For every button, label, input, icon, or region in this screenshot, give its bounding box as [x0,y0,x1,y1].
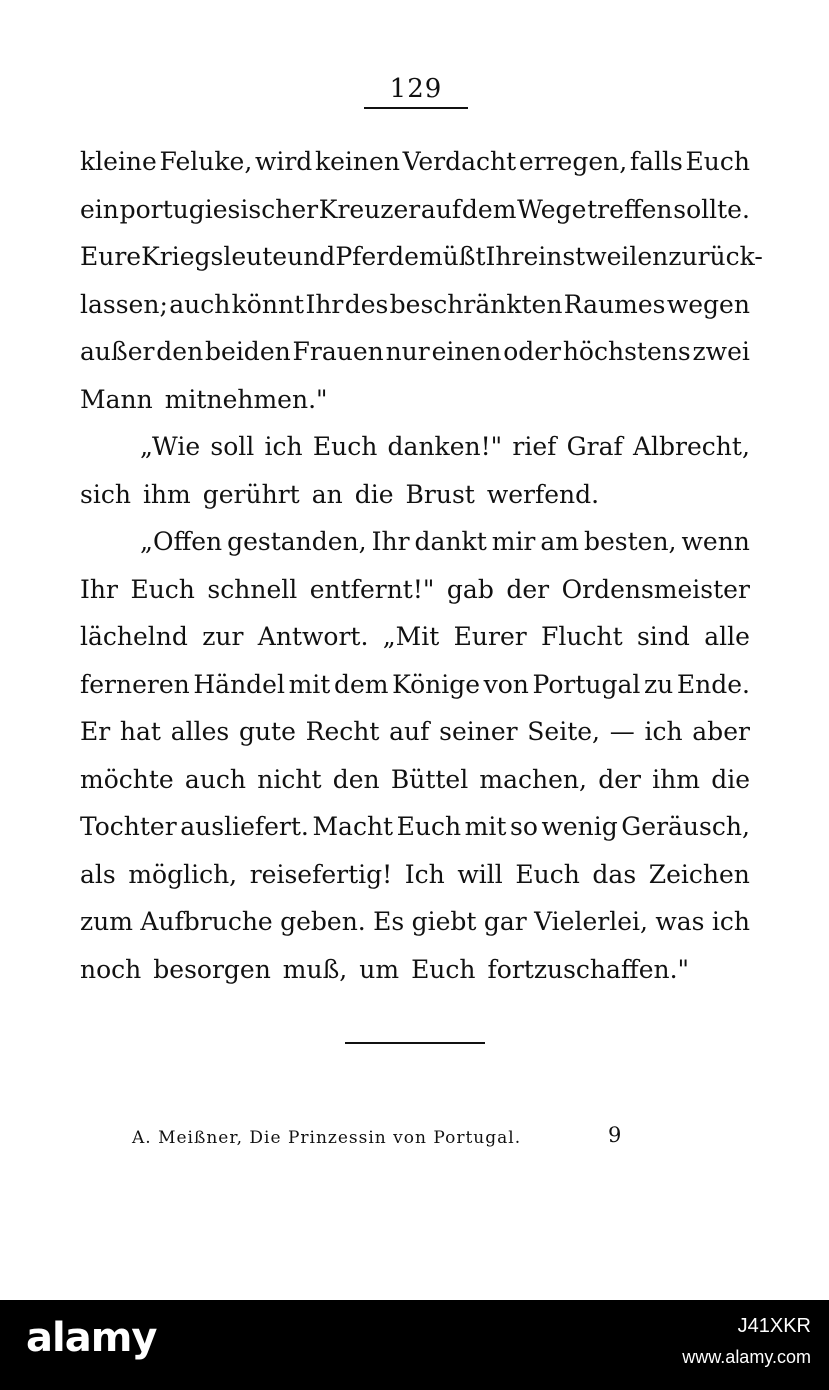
word: aber [692,717,750,746]
word: mit [288,669,331,699]
page-number: 129 [364,74,468,109]
word: wenn [681,527,750,556]
word: Händel [193,669,285,699]
watermark-url: www.alamy.com [682,1347,811,1367]
word: beiden [205,337,291,366]
word: nicht [257,764,322,794]
word: Euch [130,574,195,604]
word: zur [202,622,244,651]
word: wenig [541,812,618,841]
word: Euch [396,812,462,841]
word: noch [80,954,142,984]
word: sind [636,622,690,651]
word: ausliefert. [180,812,309,841]
word: Euch [685,147,750,176]
footer-signature-mark: 9 [608,1123,622,1147]
word: auch [169,289,231,319]
word: Ende. [676,669,750,699]
word: Ordensmeister [561,574,750,604]
text-line [80,423,750,471]
word: und [287,242,336,271]
text-line [80,186,750,234]
word: entfernt!" [309,574,435,604]
text-line [80,946,750,994]
word: Eure [80,242,142,271]
word: — [609,717,635,746]
word: Brust [405,479,475,509]
word: „Wie [140,432,201,461]
word: werfend. [486,479,600,509]
word: ein [80,194,119,224]
word: Kriegsleute [141,242,288,271]
text-line [80,566,750,614]
word: besorgen [153,954,271,984]
word: besten, [583,527,677,556]
word: lassen; [80,289,168,319]
word: Ihr [80,574,118,604]
text-line [80,138,750,186]
word: auf [389,717,430,746]
word: könnt [231,289,305,319]
word: Ihr [371,527,410,556]
word: möchte [80,764,174,794]
word: lächelnd [80,622,188,651]
word: der [598,764,641,794]
text-line [80,471,750,519]
word: außer [80,337,155,366]
word: „Mit [382,622,440,651]
word: Pferde [335,242,419,271]
word: seiner [439,717,518,746]
word: sich [80,479,131,509]
word: falls [629,147,683,176]
body-text [80,138,763,993]
word: mir [491,527,536,556]
word: alles [170,717,230,746]
word: einstweilen [523,242,669,271]
word: machen, [479,764,587,794]
word: erregen, [518,147,628,176]
word: Eurer [453,622,527,651]
word: auch [184,764,247,794]
word: um [359,954,400,984]
word: geben. [280,907,366,936]
word: hat [119,717,161,746]
word: Ihr [485,242,524,271]
text-line [80,613,750,661]
word: gute [238,717,296,746]
word: Tochter [80,812,177,841]
word: zu [644,669,674,699]
word: Portugal [532,669,641,699]
watermark-image-id: J41XKR [737,1315,811,1337]
text-line [80,708,750,756]
word: treffen [587,194,673,224]
word: ihm [652,764,700,794]
word: kleine [80,147,157,176]
word: Seite, [527,717,601,746]
text-line [80,851,750,899]
word: dem [333,669,389,699]
word: Zeichen [648,859,750,889]
word: keinen [314,147,400,176]
word: danken!" [387,432,503,461]
word: gar [483,907,527,936]
text-line [80,281,750,329]
word: das [592,859,637,889]
word: Euch [515,859,580,889]
word: den [156,337,204,366]
word: mitnehmen." [164,384,328,414]
word: „Offen [140,527,223,556]
word: zurück- [668,242,763,271]
word: Flucht [541,622,623,651]
word: fortzuschaffen." [487,954,690,984]
word: müßt [418,242,486,271]
word: schnell [207,574,298,604]
text-line [80,376,750,424]
section-divider [345,1042,485,1044]
watermark-banner [0,1300,829,1390]
text-line [80,756,750,804]
word: Albrecht, [633,432,750,461]
word: gerührt [202,479,300,509]
word: portugiesischer [119,194,319,224]
text-line [80,328,750,376]
text-line [80,661,750,709]
word: Ihr [305,289,344,319]
word: Es [373,907,405,936]
word: Graf [566,432,623,461]
word: Frauen [292,337,384,366]
word: nur [385,337,430,366]
word: wegen [666,289,750,319]
word: gab [446,574,494,604]
word: Er [80,717,111,746]
word: reisefertig! [249,859,393,889]
text-line [80,803,750,851]
word: möglich, [128,859,238,889]
word: Aufbruche [140,907,273,936]
word: zum [80,907,133,936]
word: dankt [414,527,487,556]
word: was [655,907,705,936]
text-line [80,898,750,946]
word: will [457,859,503,889]
word: den [332,764,380,794]
word: ich [264,432,303,461]
word: rief [512,432,557,461]
word: die [354,479,394,509]
word: des [344,289,389,319]
word: giebt [411,907,477,936]
word: Euch [411,954,476,984]
word: Raumes [563,289,666,319]
word: soll [210,432,255,461]
word: die [711,764,750,794]
word: ihm [142,479,191,509]
word: ferneren [80,669,190,699]
word: Vielerlei, [534,907,648,936]
word: zwei [692,337,750,366]
word: beschränkten [389,289,563,319]
word: Mann [80,384,153,414]
word: auf [420,194,462,224]
word: muß, [282,954,348,984]
word: Geräusch, [621,812,750,841]
word: als [80,859,116,889]
word: Kreuzer [318,194,421,224]
word: so [509,812,538,841]
word: an [311,479,343,509]
word: Recht [305,717,380,746]
word: einen [431,337,502,366]
word: Euch [312,432,378,461]
word: gestanden, [227,527,367,556]
word: Verdacht [402,147,517,176]
word: dem [461,194,517,224]
word: Ich [404,859,445,889]
word: wird [254,147,313,176]
watermark-logo: alamy [26,1315,157,1361]
word: am [540,527,579,556]
word: mit [464,812,507,841]
word: Macht [312,812,394,841]
word: ich [644,717,683,746]
word: von [483,669,529,699]
word: oder [503,337,561,366]
word: höchstens [562,337,691,366]
footer-book-title: A. Meißner, Die Prinzessin von Portugal. [132,1128,522,1148]
word: ich [711,907,750,936]
word: alle [704,622,750,651]
text-line [80,233,763,281]
word: Wege [517,194,587,224]
word: Feluke, [159,147,253,176]
word: der [506,574,550,604]
word: sollte. [673,194,750,224]
text-line [80,518,750,566]
word: Büttel [390,764,469,794]
word: Könige [392,669,481,699]
word: Antwort. [257,622,369,651]
